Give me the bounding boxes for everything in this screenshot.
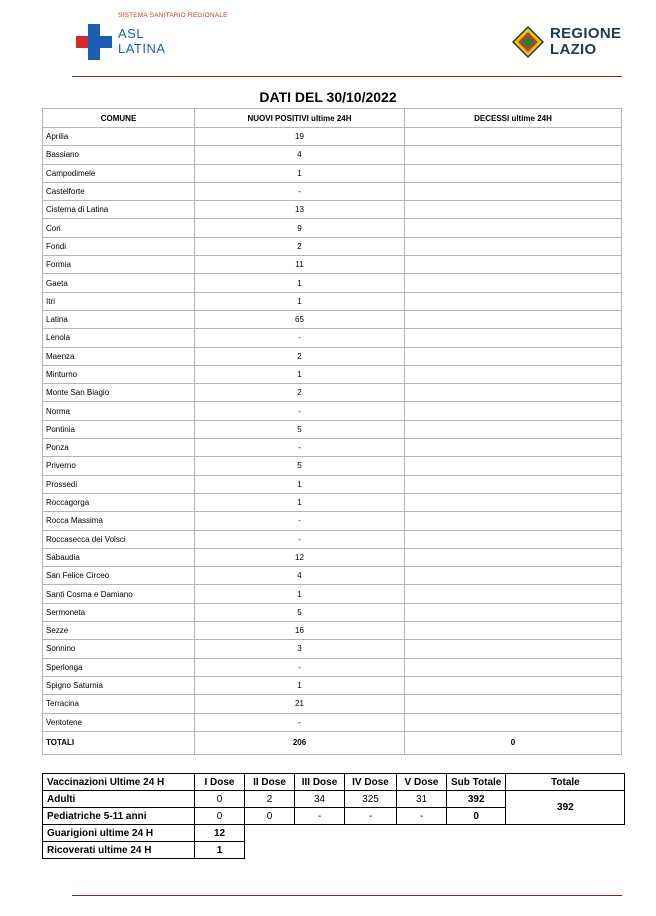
comune-cell: Sabaudia (43, 548, 195, 566)
decessi-cell (405, 548, 622, 566)
decessi-cell (405, 603, 622, 621)
decessi-cell (405, 530, 622, 548)
decessi-cell (405, 640, 622, 658)
footer-divider (72, 895, 622, 896)
comune-cell: Aprilia (43, 128, 195, 146)
positivi-cell: 16 (195, 622, 405, 640)
positivi-cell: 1 (195, 475, 405, 493)
vax-adulti-dose4: 325 (345, 791, 397, 808)
decessi-cell (405, 292, 622, 310)
ricoverati-label: Ricoverati ultime 24 H (43, 842, 195, 859)
positivi-cell: 11 (195, 256, 405, 274)
comune-cell: Maenza (43, 347, 195, 365)
positivi-cell: 21 (195, 695, 405, 713)
decessi-cell (405, 274, 622, 292)
table-row (43, 548, 622, 566)
table-row (43, 310, 622, 328)
decessi-cell (405, 439, 622, 457)
totals-row (43, 731, 622, 754)
decessi-cell (405, 475, 622, 493)
comune-cell: Prossedi (43, 475, 195, 493)
table-row (43, 219, 622, 237)
table-row (43, 658, 622, 676)
positivi-cell: - (195, 402, 405, 420)
vax-adulti-dose2: 2 (245, 791, 295, 808)
ricoverati-row (43, 842, 625, 859)
guarigioni-row (43, 825, 625, 842)
comune-cell: Castelforte (43, 182, 195, 200)
decessi-cell (405, 567, 622, 585)
comune-cell: Gaeta (43, 274, 195, 292)
comune-cell: Bassiano (43, 146, 195, 164)
positivi-cell: 1 (195, 493, 405, 511)
decessi-cell (405, 402, 622, 420)
decessi-cell (405, 182, 622, 200)
positivi-cell: 1 (195, 292, 405, 310)
decessi-cell (405, 146, 622, 164)
vax-adulti-label: Adulti (43, 791, 195, 808)
vax-header-label: Vaccinazioni Ultime 24 H (43, 774, 195, 791)
decessi-cell (405, 493, 622, 511)
positivi-cell: - (195, 439, 405, 457)
header-divider (72, 76, 622, 77)
vax-header-dose2: II Dose (245, 774, 295, 791)
decessi-cell (405, 219, 622, 237)
table-row (43, 695, 622, 713)
comune-cell: Santi Cosma e Damiano (43, 585, 195, 603)
table-row (43, 640, 622, 658)
decessi-cell (405, 237, 622, 255)
comune-cell: San Felice Circeo (43, 567, 195, 585)
table-row (43, 237, 622, 255)
totals-positivi: 206 (195, 731, 405, 754)
comune-cell: Cori (43, 219, 195, 237)
vax-pediatriche-label: Pediatriche 5-11 anni (43, 808, 195, 825)
table-row (43, 676, 622, 694)
comune-cell: Formia (43, 256, 195, 274)
page-header (0, 0, 656, 80)
decessi-cell (405, 347, 622, 365)
table-row (43, 713, 622, 731)
vax-pediatriche-dose1: 0 (195, 808, 245, 825)
comune-cell: Ventotene (43, 713, 195, 731)
comune-cell: Minturno (43, 365, 195, 383)
regione-lazio-emblem-icon (512, 26, 544, 58)
table-row (43, 622, 622, 640)
positivi-cell: 12 (195, 548, 405, 566)
vax-header-subtotal: Sub Totale (447, 774, 506, 791)
table-row (43, 402, 622, 420)
asl-name-line1: ASL (118, 26, 145, 41)
asl-name-line2: LATINA (118, 41, 166, 56)
positivi-cell: 5 (195, 603, 405, 621)
decessi-cell (405, 713, 622, 731)
positivi-cell: 4 (195, 146, 405, 164)
comune-cell: Spigno Saturnia (43, 676, 195, 694)
positivi-cell: 2 (195, 237, 405, 255)
positivi-cell: 13 (195, 201, 405, 219)
positivi-cell: 1 (195, 585, 405, 603)
positivi-cell: - (195, 713, 405, 731)
decessi-cell (405, 310, 622, 328)
comune-cell: Rocca Massima (43, 512, 195, 530)
table-row (43, 603, 622, 621)
positivi-cell: 19 (195, 128, 405, 146)
table-row (43, 146, 622, 164)
decessi-cell (405, 256, 622, 274)
comune-cell: Roccagorga (43, 493, 195, 511)
positivi-cell: 1 (195, 365, 405, 383)
comune-cell: Lenola (43, 329, 195, 347)
decessi-cell (405, 420, 622, 438)
region-name-line2: LAZIO (550, 41, 597, 58)
table-row (43, 530, 622, 548)
table-header-row (43, 109, 622, 128)
table-row (43, 256, 622, 274)
column-header-decessi: DECESSI ultime 24H (405, 109, 622, 128)
table-row (43, 420, 622, 438)
comune-cell: Norma (43, 402, 195, 420)
comune-cell: Pontinia (43, 420, 195, 438)
positivi-cell: 65 (195, 310, 405, 328)
table-row (43, 457, 622, 475)
vax-row-adulti (43, 791, 625, 808)
positivi-cell: 1 (195, 676, 405, 694)
positivi-cell: - (195, 530, 405, 548)
guarigioni-label: Guarigioni ultime 24 H (43, 825, 195, 842)
vax-pediatriche-dose5: - (397, 808, 447, 825)
table-row (43, 512, 622, 530)
positivi-cell: 4 (195, 567, 405, 585)
decessi-cell (405, 676, 622, 694)
asl-system-label: SISTEMA SANITARIO REGIONALE (118, 12, 228, 19)
comune-cell: Terracina (43, 695, 195, 713)
comune-cell: Ponza (43, 439, 195, 457)
positivi-cell: 2 (195, 347, 405, 365)
vax-header-row (43, 774, 625, 791)
table-row (43, 182, 622, 200)
decessi-cell (405, 329, 622, 347)
vax-pediatriche-dose4: - (345, 808, 397, 825)
table-row (43, 201, 622, 219)
decessi-cell (405, 658, 622, 676)
table-row (43, 365, 622, 383)
comune-cell: Sermoneta (43, 603, 195, 621)
positivi-cell: - (195, 512, 405, 530)
decessi-cell (405, 128, 622, 146)
ricoverati-value: 1 (195, 842, 245, 859)
table-row (43, 567, 622, 585)
guarigioni-value: 12 (195, 825, 245, 842)
vax-header-total: Totale (506, 774, 625, 791)
decessi-cell (405, 585, 622, 603)
table-row (43, 329, 622, 347)
totals-label: TOTALI (43, 731, 195, 754)
vax-adulti-dose1: 0 (195, 791, 245, 808)
decessi-cell (405, 164, 622, 182)
vax-adulti-subtotal: 392 (447, 791, 506, 808)
column-header-positivi: NUOVI POSITIVI ultime 24H (195, 109, 405, 128)
comune-cell: Cisterna di Latina (43, 201, 195, 219)
table-row (43, 164, 622, 182)
region-name-line1: REGIONE (550, 25, 622, 42)
positivi-cell: 9 (195, 219, 405, 237)
vax-adulti-dose3: 34 (295, 791, 345, 808)
positivi-cell: - (195, 329, 405, 347)
vax-header-dose1: I Dose (195, 774, 245, 791)
decessi-cell (405, 695, 622, 713)
column-header-comune: COMUNE (43, 109, 195, 128)
table-row (43, 292, 622, 310)
comune-cell: Monte San Biagio (43, 384, 195, 402)
positives-table (42, 108, 622, 755)
comune-cell: Sonnino (43, 640, 195, 658)
positivi-cell: 2 (195, 384, 405, 402)
decessi-cell (405, 384, 622, 402)
comune-cell: Fondi (43, 237, 195, 255)
vax-header-dose5: V Dose (397, 774, 447, 791)
positivi-cell: 1 (195, 274, 405, 292)
vax-adulti-dose5: 31 (397, 791, 447, 808)
decessi-cell (405, 365, 622, 383)
vax-pediatriche-dose2: 0 (245, 808, 295, 825)
vax-total-value: 392 (506, 791, 625, 825)
vax-header-dose4: IV Dose (345, 774, 397, 791)
asl-cross-logo-icon (76, 24, 112, 60)
decessi-cell (405, 201, 622, 219)
comune-cell: Latina (43, 310, 195, 328)
decessi-cell (405, 622, 622, 640)
table-row (43, 585, 622, 603)
comune-cell: Roccasecca dei Volsci (43, 530, 195, 548)
table-row (43, 493, 622, 511)
vax-header-dose3: III Dose (295, 774, 345, 791)
table-row (43, 128, 622, 146)
table-row (43, 274, 622, 292)
table-row (43, 384, 622, 402)
vaccinations-table (42, 773, 625, 859)
comune-cell: Campodimele (43, 164, 195, 182)
decessi-cell (405, 457, 622, 475)
positivi-cell: 5 (195, 457, 405, 475)
positivi-cell: - (195, 182, 405, 200)
vax-pediatriche-dose3: - (295, 808, 345, 825)
comune-cell: Itri (43, 292, 195, 310)
table-row (43, 475, 622, 493)
positivi-cell: - (195, 658, 405, 676)
positivi-cell: 1 (195, 164, 405, 182)
decessi-cell (405, 512, 622, 530)
positivi-cell: 5 (195, 420, 405, 438)
comune-cell: Sperlonga (43, 658, 195, 676)
totals-decessi: 0 (405, 731, 622, 754)
comune-cell: Priverno (43, 457, 195, 475)
positivi-cell: 3 (195, 640, 405, 658)
page-title: DATI DEL 30/10/2022 (259, 89, 397, 105)
table-row (43, 439, 622, 457)
vax-pediatriche-subtotal: 0 (447, 808, 506, 825)
table-row (43, 347, 622, 365)
comune-cell: Sezze (43, 622, 195, 640)
